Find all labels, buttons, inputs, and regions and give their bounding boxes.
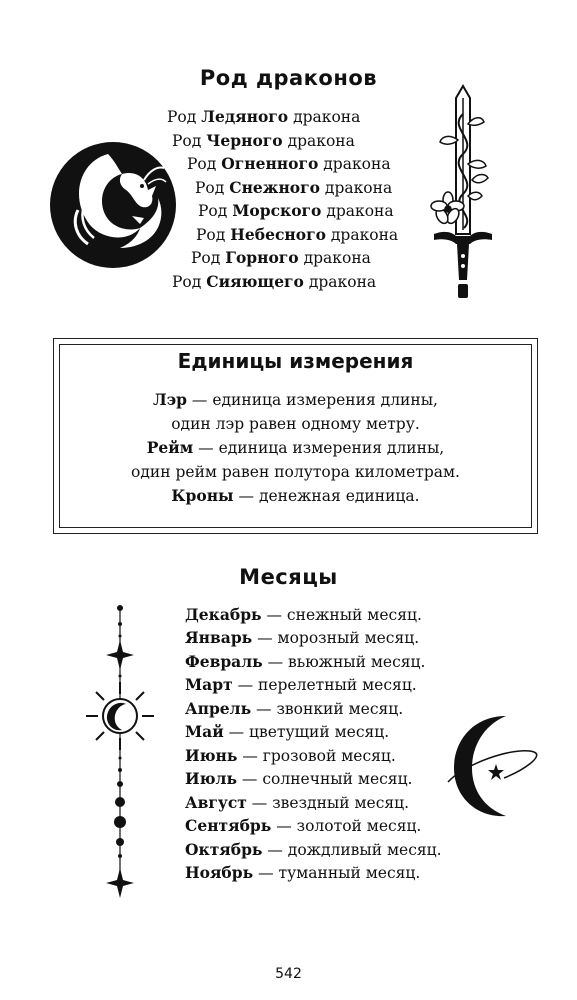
crescent-moon-icon (444, 712, 544, 822)
units-title: Единицы измерения (177, 349, 414, 373)
list-item: Август — звездный месяц. (185, 793, 410, 812)
list-item: Апрель — звонкий месяц. (185, 699, 404, 718)
list-item: Декабрь — снежный месяц. (185, 605, 422, 624)
list-item: Род Сияющего дракона (172, 272, 377, 291)
units-box (53, 338, 538, 534)
units-line: один лэр равен одному метру. (171, 415, 420, 433)
list-item: Род Морского дракона (198, 201, 394, 220)
list-item: Род Небесного дракона (196, 225, 399, 244)
units-line: Кроны — денежная единица. (171, 486, 420, 505)
list-item: Январь — морозный месяц. (185, 628, 420, 647)
list-item: Род Черного дракона (172, 131, 355, 150)
dragons-title: Род драконов (199, 66, 378, 90)
list-item: Май — цветущий месяц. (185, 722, 390, 741)
sword-with-vine-icon (428, 84, 498, 304)
list-item: Род Снежного дракона (195, 178, 393, 197)
list-item: Род Горного дракона (191, 248, 371, 267)
list-item: Июнь — грозовой месяц. (185, 746, 396, 765)
list-item: Февраль — вьюжный месяц. (185, 652, 426, 671)
list-item: Род Ледяного дракона (167, 107, 361, 126)
units-line: Лэр — единица измерения длины, (153, 390, 438, 409)
list-item: Сентябрь — золотой месяц. (185, 816, 422, 835)
list-item: Март — перелетный месяц. (185, 675, 417, 694)
list-item: Ноябрь — туманный месяц. (185, 863, 421, 882)
units-line: один рейм равен полутора километрам. (131, 463, 460, 481)
list-item: Октябрь — дождливый месяц. (185, 840, 442, 859)
list-item: Род Огненного дракона (187, 154, 391, 173)
page-number: 542 (275, 966, 302, 982)
months-title: Месяцы (239, 565, 338, 589)
units-line: Рейм — единица измерения длины, (146, 438, 445, 457)
list-item: Июль — солнечный месяц. (185, 769, 413, 788)
celestial-chain-icon (80, 600, 160, 900)
dragon-emblem-icon (48, 140, 178, 270)
